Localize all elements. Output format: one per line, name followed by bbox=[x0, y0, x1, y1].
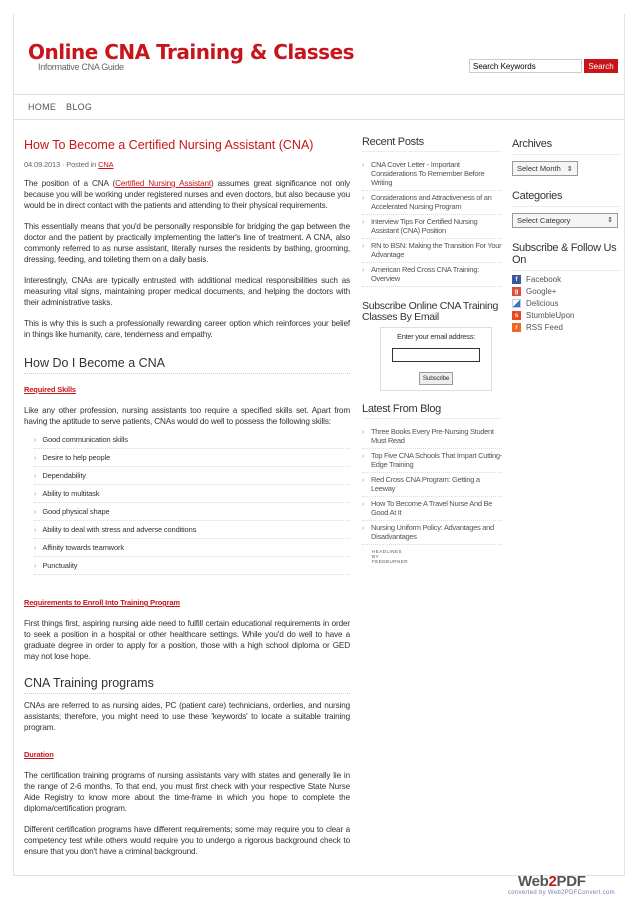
category-link[interactable]: CNA bbox=[98, 160, 114, 169]
paragraph: This essentially means that you'd be personally responsible for bridging the gap between the doctor and the patient by practically implementing the latter's line of treatment. A CNA, also commonly referred to as nurse assistant, literally nurses the residents by bathing, grooming, dressing, feeding, and toileting them on a daily basis. bbox=[24, 222, 350, 264]
social-item[interactable] bbox=[512, 299, 622, 308]
list-item[interactable] bbox=[362, 263, 502, 287]
social-item[interactable] bbox=[512, 311, 622, 320]
sidebar-middle bbox=[362, 138, 502, 564]
chevron-right-icon: › bbox=[34, 471, 37, 480]
enroll-heading: Requirements to Enroll Into Training Program bbox=[24, 598, 180, 607]
chevron-right-icon: › bbox=[34, 489, 37, 498]
post-link[interactable]: Top Five CNA Schools That Impart Cutting-Edge Training bbox=[371, 451, 502, 469]
list-item[interactable] bbox=[362, 473, 502, 497]
list-item bbox=[34, 557, 350, 575]
chevron-right-icon: › bbox=[362, 265, 365, 274]
select-value: Select Month bbox=[517, 164, 561, 173]
social-item[interactable] bbox=[512, 287, 622, 296]
paragraph: Interestingly, CNAs are typically entrusted with additional medical responsibilities such as measuring vital signs, maintaining proper medical documents, and helping the doctors with their administrative tasks. bbox=[24, 276, 350, 307]
chevron-right-icon: › bbox=[34, 525, 37, 534]
list-item bbox=[34, 539, 350, 557]
subscribe-follow-title: Subscribe & Follow Us On bbox=[512, 242, 622, 271]
list-item-text: Ability to multitask bbox=[42, 489, 100, 498]
post-link[interactable]: Interview Tips For Certified Nursing Assistant (CNA) Position bbox=[371, 217, 478, 235]
list-item[interactable] bbox=[362, 425, 502, 449]
search-button[interactable]: Search bbox=[584, 59, 618, 73]
delicious-icon bbox=[512, 299, 521, 308]
site-header bbox=[28, 40, 354, 72]
search-form bbox=[469, 59, 618, 73]
paragraph: First things first, aspiring nursing aide need to fulfill certain educational requirements in order to seek a position in a hospital or other healthcare settings. While you'd do well to have a graduate degree in order to apply for a position, those with a high school diploma or GED may not lose hope. bbox=[24, 619, 350, 661]
post-link[interactable]: How To Become A Travel Nurse And Be Good At It bbox=[371, 499, 493, 517]
chevron-right-icon: › bbox=[362, 499, 365, 508]
converted-by[interactable]: converted by Web2PDFConvert.com bbox=[508, 890, 615, 896]
text: The position of a CNA ( bbox=[24, 179, 116, 188]
post-link[interactable]: Three Books Every Pre-Nursing Student Must Read bbox=[371, 427, 494, 445]
chevron-right-icon: › bbox=[362, 241, 365, 250]
section-heading: How Do I Become a CNA bbox=[24, 358, 350, 374]
list-item bbox=[34, 467, 350, 485]
logo-part: 2 bbox=[548, 873, 557, 890]
social-label[interactable]: RSS Feed bbox=[526, 323, 563, 332]
article-meta bbox=[24, 159, 350, 170]
nav-blog[interactable]: BLOG bbox=[66, 102, 93, 112]
list-item[interactable] bbox=[362, 239, 502, 263]
search-input[interactable] bbox=[469, 59, 582, 73]
list-item-text: Good physical shape bbox=[42, 507, 110, 516]
chevron-right-icon: › bbox=[362, 427, 365, 436]
site-description: Informative CNA Guide bbox=[38, 62, 124, 72]
list-item[interactable] bbox=[362, 215, 502, 239]
list-item-text: Affinity towards teamwork bbox=[42, 543, 124, 552]
list-item[interactable] bbox=[362, 158, 502, 191]
article-title[interactable]: How To Become a Certified Nursing Assistant (CNA) bbox=[24, 138, 314, 152]
social-label[interactable]: Google+ bbox=[526, 287, 557, 296]
text: ) assumes great significance not only because you will be working under registered nurses and even doctors, but also because you would be in direct contact with the patients and attending to their physical requirements. bbox=[24, 179, 351, 210]
duration-heading: Duration bbox=[24, 750, 54, 759]
stumbleupon-icon: s bbox=[512, 311, 521, 320]
post-link[interactable]: Red Cross CNA Program: Getting a Leeway bbox=[371, 475, 480, 493]
chevron-right-icon: › bbox=[362, 217, 365, 226]
logo-part: Web bbox=[518, 873, 549, 890]
list-item-text: Dependability bbox=[42, 471, 86, 480]
list-item[interactable] bbox=[362, 497, 502, 521]
facebook-icon: f bbox=[512, 275, 521, 284]
subscribe-button[interactable]: Subscribe bbox=[419, 372, 453, 385]
categories-select[interactable] bbox=[512, 213, 618, 228]
list-item bbox=[34, 431, 350, 449]
post-link[interactable]: American Red Cross CNA Training: Overview bbox=[371, 265, 479, 283]
list-item-text: Good communication skills bbox=[42, 435, 128, 444]
article-date: 04.09.2013 bbox=[24, 160, 61, 169]
archives-select[interactable] bbox=[512, 161, 578, 176]
skills-list bbox=[24, 431, 350, 575]
chevron-right-icon: › bbox=[34, 543, 37, 552]
google-plus-icon: g bbox=[512, 287, 521, 296]
web2pdf-logo[interactable] bbox=[518, 873, 615, 890]
post-link[interactable]: Nursing Uniform Policy: Advantages and Disadvantages bbox=[371, 523, 494, 541]
web2pdf-footer bbox=[508, 873, 615, 896]
recent-posts-title: Recent Posts bbox=[362, 138, 502, 152]
social-label[interactable]: Facebook bbox=[526, 275, 562, 284]
required-skills-heading: Required Skills bbox=[24, 385, 76, 394]
nav-home[interactable]: HOME bbox=[28, 102, 57, 112]
site-title[interactable]: Online CNA Training & Classes bbox=[28, 40, 355, 64]
chevron-right-icon: › bbox=[34, 435, 37, 444]
sidebar-right bbox=[512, 138, 622, 335]
article bbox=[24, 138, 350, 867]
post-link[interactable]: Considerations and Attractiveness of an Accelerated Nursing Program bbox=[371, 193, 492, 211]
list-item bbox=[34, 449, 350, 467]
archives-title: Archives bbox=[512, 138, 622, 155]
feedburner-badge[interactable]: HEADLINES BY FEEDBURNER bbox=[372, 549, 409, 564]
posted-in-label: · Posted in bbox=[61, 160, 99, 169]
select-value: Select Category bbox=[517, 216, 571, 225]
chevron-right-icon: › bbox=[362, 475, 365, 484]
social-item[interactable] bbox=[512, 323, 622, 332]
list-item[interactable] bbox=[362, 449, 502, 473]
latest-blog-list bbox=[362, 425, 502, 545]
social-item[interactable] bbox=[512, 275, 622, 284]
paragraph bbox=[24, 178, 350, 211]
list-item bbox=[34, 485, 350, 503]
paragraph: Like any other profession, nursing assistants too require a specified skills set. Apart from having the aptitude to serve patients, CNAs would do well to possess the following skills: bbox=[24, 406, 350, 426]
updown-arrow-icon: ⇕ bbox=[607, 217, 613, 224]
post-link[interactable]: RN to BSN: Making the Transition For Your Advantage bbox=[371, 241, 502, 259]
chevron-right-icon: › bbox=[362, 193, 365, 202]
subscribe-box bbox=[380, 327, 492, 391]
list-item bbox=[34, 503, 350, 521]
recent-posts-list bbox=[362, 158, 502, 287]
list-item-text: Punctuality bbox=[42, 561, 78, 570]
list-item[interactable] bbox=[362, 191, 502, 215]
paragraph: This is why this is such a professionally rewarding career option which reinforces your belief in things like humanity, care, tenderness and empathy. bbox=[24, 319, 350, 339]
social-links bbox=[512, 275, 622, 332]
categories-title: Categories bbox=[512, 190, 622, 207]
logo-part: PDF bbox=[556, 873, 586, 890]
latest-blog-title: Latest From Blog bbox=[362, 405, 502, 419]
main-nav bbox=[14, 94, 624, 120]
chevron-right-icon: › bbox=[34, 507, 37, 516]
list-item-text: Desire to help people bbox=[42, 453, 111, 462]
social-label[interactable]: Delicious bbox=[526, 299, 559, 308]
paragraph: Different certification programs have different requirements; some may require you to clear a competency test while others would require you to undergo a rigorous background check to ensure that you don't have a criminal background. bbox=[24, 825, 350, 856]
chevron-right-icon: › bbox=[362, 523, 365, 532]
list-item-text: Ability to deal with stress and adverse conditions bbox=[42, 525, 197, 534]
chevron-right-icon: › bbox=[34, 453, 37, 462]
social-label[interactable]: StumbleUpon bbox=[526, 311, 575, 320]
rss-icon: r bbox=[512, 323, 521, 332]
cna-link[interactable]: Certified Nursing Assistant bbox=[115, 179, 211, 188]
section-heading: CNA Training programs bbox=[24, 678, 350, 694]
chevron-right-icon: › bbox=[34, 561, 37, 570]
list-item bbox=[34, 521, 350, 539]
chevron-right-icon: › bbox=[362, 451, 365, 460]
chevron-right-icon: › bbox=[362, 160, 365, 169]
email-field[interactable] bbox=[392, 348, 480, 362]
paragraph: CNAs are referred to as nursing aides, PC (patient care) technicians, orderlies, and nursing assistants; therefore, you might need to use these 'keywords' to locate a suitable training program. bbox=[24, 701, 350, 732]
updown-arrow-icon: ⇕ bbox=[566, 166, 573, 173]
paragraph: The certification training programs of nursing assistants vary with states and generally lie in the range of 2-6 months. To that end, you must first check with your respective State Nurse Aide Registry to know more about the time-frame in which you hope to complete the diploma/certification program. bbox=[24, 771, 350, 813]
list-item[interactable] bbox=[362, 521, 502, 545]
post-link[interactable]: CNA Cover Letter - Important Considerations To Remember Before Writing bbox=[371, 160, 485, 187]
email-label: Enter your email address: bbox=[397, 332, 475, 341]
subscribe-email-title: Subscribe Online CNA Training Classes By Email bbox=[362, 300, 499, 323]
